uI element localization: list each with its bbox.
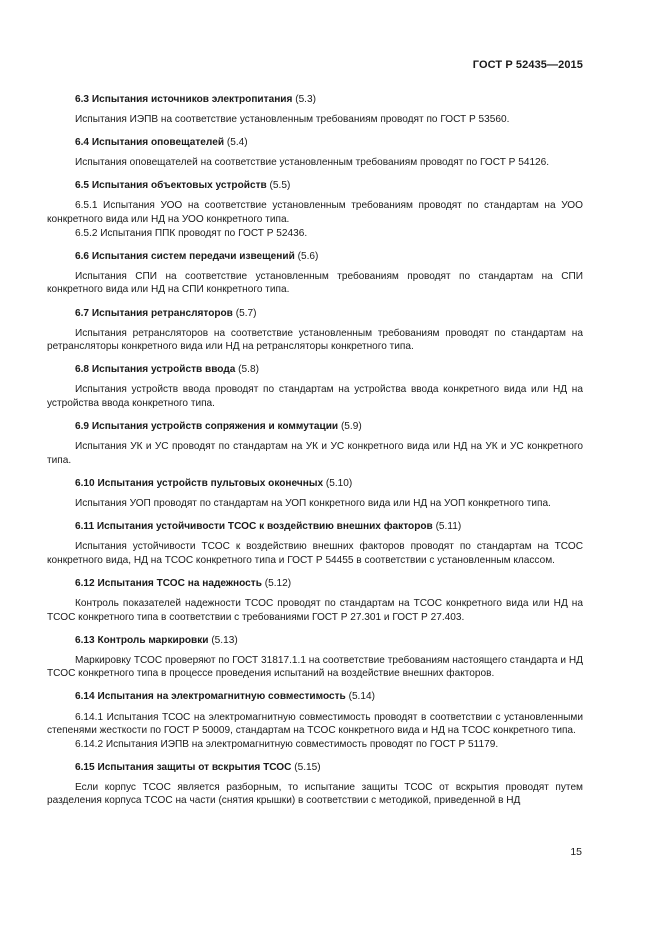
section-reference: (5.6)	[297, 250, 319, 262]
section-6-15	[47, 761, 583, 808]
section-number: 6.4	[75, 137, 90, 149]
section-6-14	[47, 690, 583, 751]
section-reference: (5.11)	[435, 521, 462, 533]
section-6-11	[47, 520, 583, 567]
section-6-6	[47, 250, 583, 297]
section-6-10	[47, 477, 583, 511]
section-heading	[47, 690, 583, 704]
section-heading	[47, 363, 583, 377]
section-6-7	[47, 307, 583, 354]
document-body	[47, 93, 583, 818]
section-title: Испытания систем передачи извещений	[91, 250, 295, 262]
section-heading	[47, 634, 583, 648]
section-title: Испытания устройств пультовых оконечных	[97, 477, 324, 489]
paragraph: Испытания УК и УС проводят по стандартам на УК и УС конкретного вида или НД на УК и УС конкретного типа.	[47, 441, 583, 466]
paragraph: Контроль показателей надежности ТСОС проводят по стандартам на ТСОС конкретного вида или НД на ТСОС конкретного типа в соответствии с требованиями ГОСТ Р 27.301 и ГОСТ Р 27.403.	[47, 597, 583, 623]
paragraph: Испытания оповещателей на соответствие установленным требованиям проводят по ГОСТ Р 54126.	[75, 157, 550, 169]
section-heading	[47, 420, 583, 434]
section-reference: (5.13)	[211, 634, 238, 646]
paragraph: Маркировку ТСОС проверяют по ГОСТ 31817.1.1 на соответствие требованиям настоящего стандарта и НД ТСОС конкретного типа в процессе проведения испытаний на воздействие внешних факторов.	[47, 654, 583, 680]
paragraph: 6.14.2 Испытания ИЭПВ на электромагнитную совместимость проводят по ГОСТ Р 51179.	[75, 738, 499, 750]
section-title: Испытания ТСОС на надежность	[97, 577, 262, 589]
section-number: 6.13	[75, 634, 95, 646]
section-reference: (5.5)	[269, 180, 291, 192]
section-number: 6.3	[75, 94, 90, 105]
section-number: 6.15	[75, 761, 95, 773]
section-title: Испытания устройств сопряжения и коммутации	[91, 421, 339, 433]
section-title: Испытания ретрансляторов	[91, 307, 233, 319]
paragraph: Испытания СПИ на соответствие установленным требованиям проводят по стандартам на СПИ конкретного вида или НД на СПИ конкретного типа.	[47, 270, 583, 296]
section-reference: (5.4)	[226, 137, 248, 149]
paragraph: Испытания УОП проводят по стандартам на УОП конкретного вида или НД на УОП конкретного типа.	[75, 497, 551, 509]
section-heading	[47, 761, 583, 775]
paragraph: 6.14.1 Испытания ТСОС на электромагнитную совместимость проводят в соответствии с установленными степенями жесткости по ГОСТ Р 50009, стандартам на ТСОС конкретного вида и НД на ТСОС конкретного типа.	[47, 711, 583, 737]
paragraph: Испытания устойчивости ТСОС к воздействию внешних факторов проводят по стандартам на ТСОС конкретного вида, НД на ТСОС конкретного типа и ГОСТ Р 54455 в соответствии с установленным классом.	[47, 541, 583, 566]
section-6-5	[47, 179, 583, 240]
section-heading	[47, 179, 583, 193]
section-number: 6.8	[75, 364, 90, 376]
section-heading	[47, 577, 583, 591]
standard-designation: ГОСТ Р 52435—2015	[472, 59, 583, 71]
section-heading	[47, 250, 583, 264]
section-heading	[47, 520, 583, 534]
section-number: 6.7	[75, 307, 90, 319]
section-title: Испытания объектовых устройств	[91, 180, 267, 192]
section-number: 6.5	[75, 180, 90, 192]
section-reference: (5.7)	[235, 307, 257, 319]
section-6-3	[47, 93, 583, 127]
section-reference: (5.14)	[348, 691, 375, 703]
section-6-4	[47, 136, 583, 170]
paragraph: 6.5.1 Испытания УОО на соответствие установленным требованиям проводят по стандартам на УОО конкретного вида или НД на УОО конкретного типа.	[47, 200, 583, 226]
page-number: 15	[570, 846, 582, 858]
section-number: 6.11	[75, 521, 95, 533]
paragraph: Испытания устройств ввода проводят по стандартам на устройства ввода конкретного вида или НД на устройства ввода конкретного типа.	[47, 384, 583, 409]
section-6-13	[47, 634, 583, 681]
section-title: Испытания защиты от вскрытия ТСОС	[97, 761, 292, 773]
paragraph: Если корпус ТСОС является разборным, то испытание защиты ТСОС от вскрытия проводят путем разделения корпуса ТСОС на части (снятия крышки) в соответствии с методикой, приведенной в НД	[47, 781, 583, 807]
section-number: 6.14	[75, 691, 95, 703]
section-heading	[47, 136, 583, 150]
section-6-9	[47, 420, 583, 467]
section-title: Испытания устойчивости ТСОС к воздействию внешних факторов	[96, 521, 433, 533]
section-heading	[47, 477, 583, 491]
section-6-8	[47, 363, 583, 410]
section-title: Испытания оповещателей	[91, 137, 225, 149]
paragraph: Испытания ИЭПВ на соответствие установленным требованиям проводят по ГОСТ Р 53560.	[75, 114, 510, 126]
section-number: 6.6	[75, 250, 90, 262]
section-title: Контроль маркировки	[97, 634, 209, 646]
section-heading	[47, 307, 583, 321]
paragraph: 6.5.2 Испытания ППК проводят по ГОСТ Р 52436.	[75, 227, 308, 239]
paragraph: Испытания ретрансляторов на соответствие установленным требованиям проводят по стандартам на ретрансляторы конкретного вида или НД на ретрансляторы конкретного типа.	[47, 327, 583, 353]
section-title: Испытания источников электропитания	[91, 94, 293, 105]
section-title: Испытания на электромагнитную совместимость	[97, 691, 346, 703]
section-reference: (5.9)	[340, 421, 362, 433]
section-reference: (5.8)	[238, 364, 259, 376]
section-title: Испытания устройств ввода	[91, 364, 236, 376]
section-reference: (5.3)	[295, 94, 316, 105]
section-reference: (5.15)	[294, 761, 321, 773]
section-number: 6.10	[75, 477, 95, 489]
section-heading	[47, 93, 583, 107]
section-reference: (5.10)	[325, 477, 353, 489]
section-number: 6.12	[75, 577, 95, 589]
section-6-12	[47, 577, 583, 624]
section-number: 6.9	[75, 421, 90, 433]
section-reference: (5.12)	[264, 577, 292, 589]
